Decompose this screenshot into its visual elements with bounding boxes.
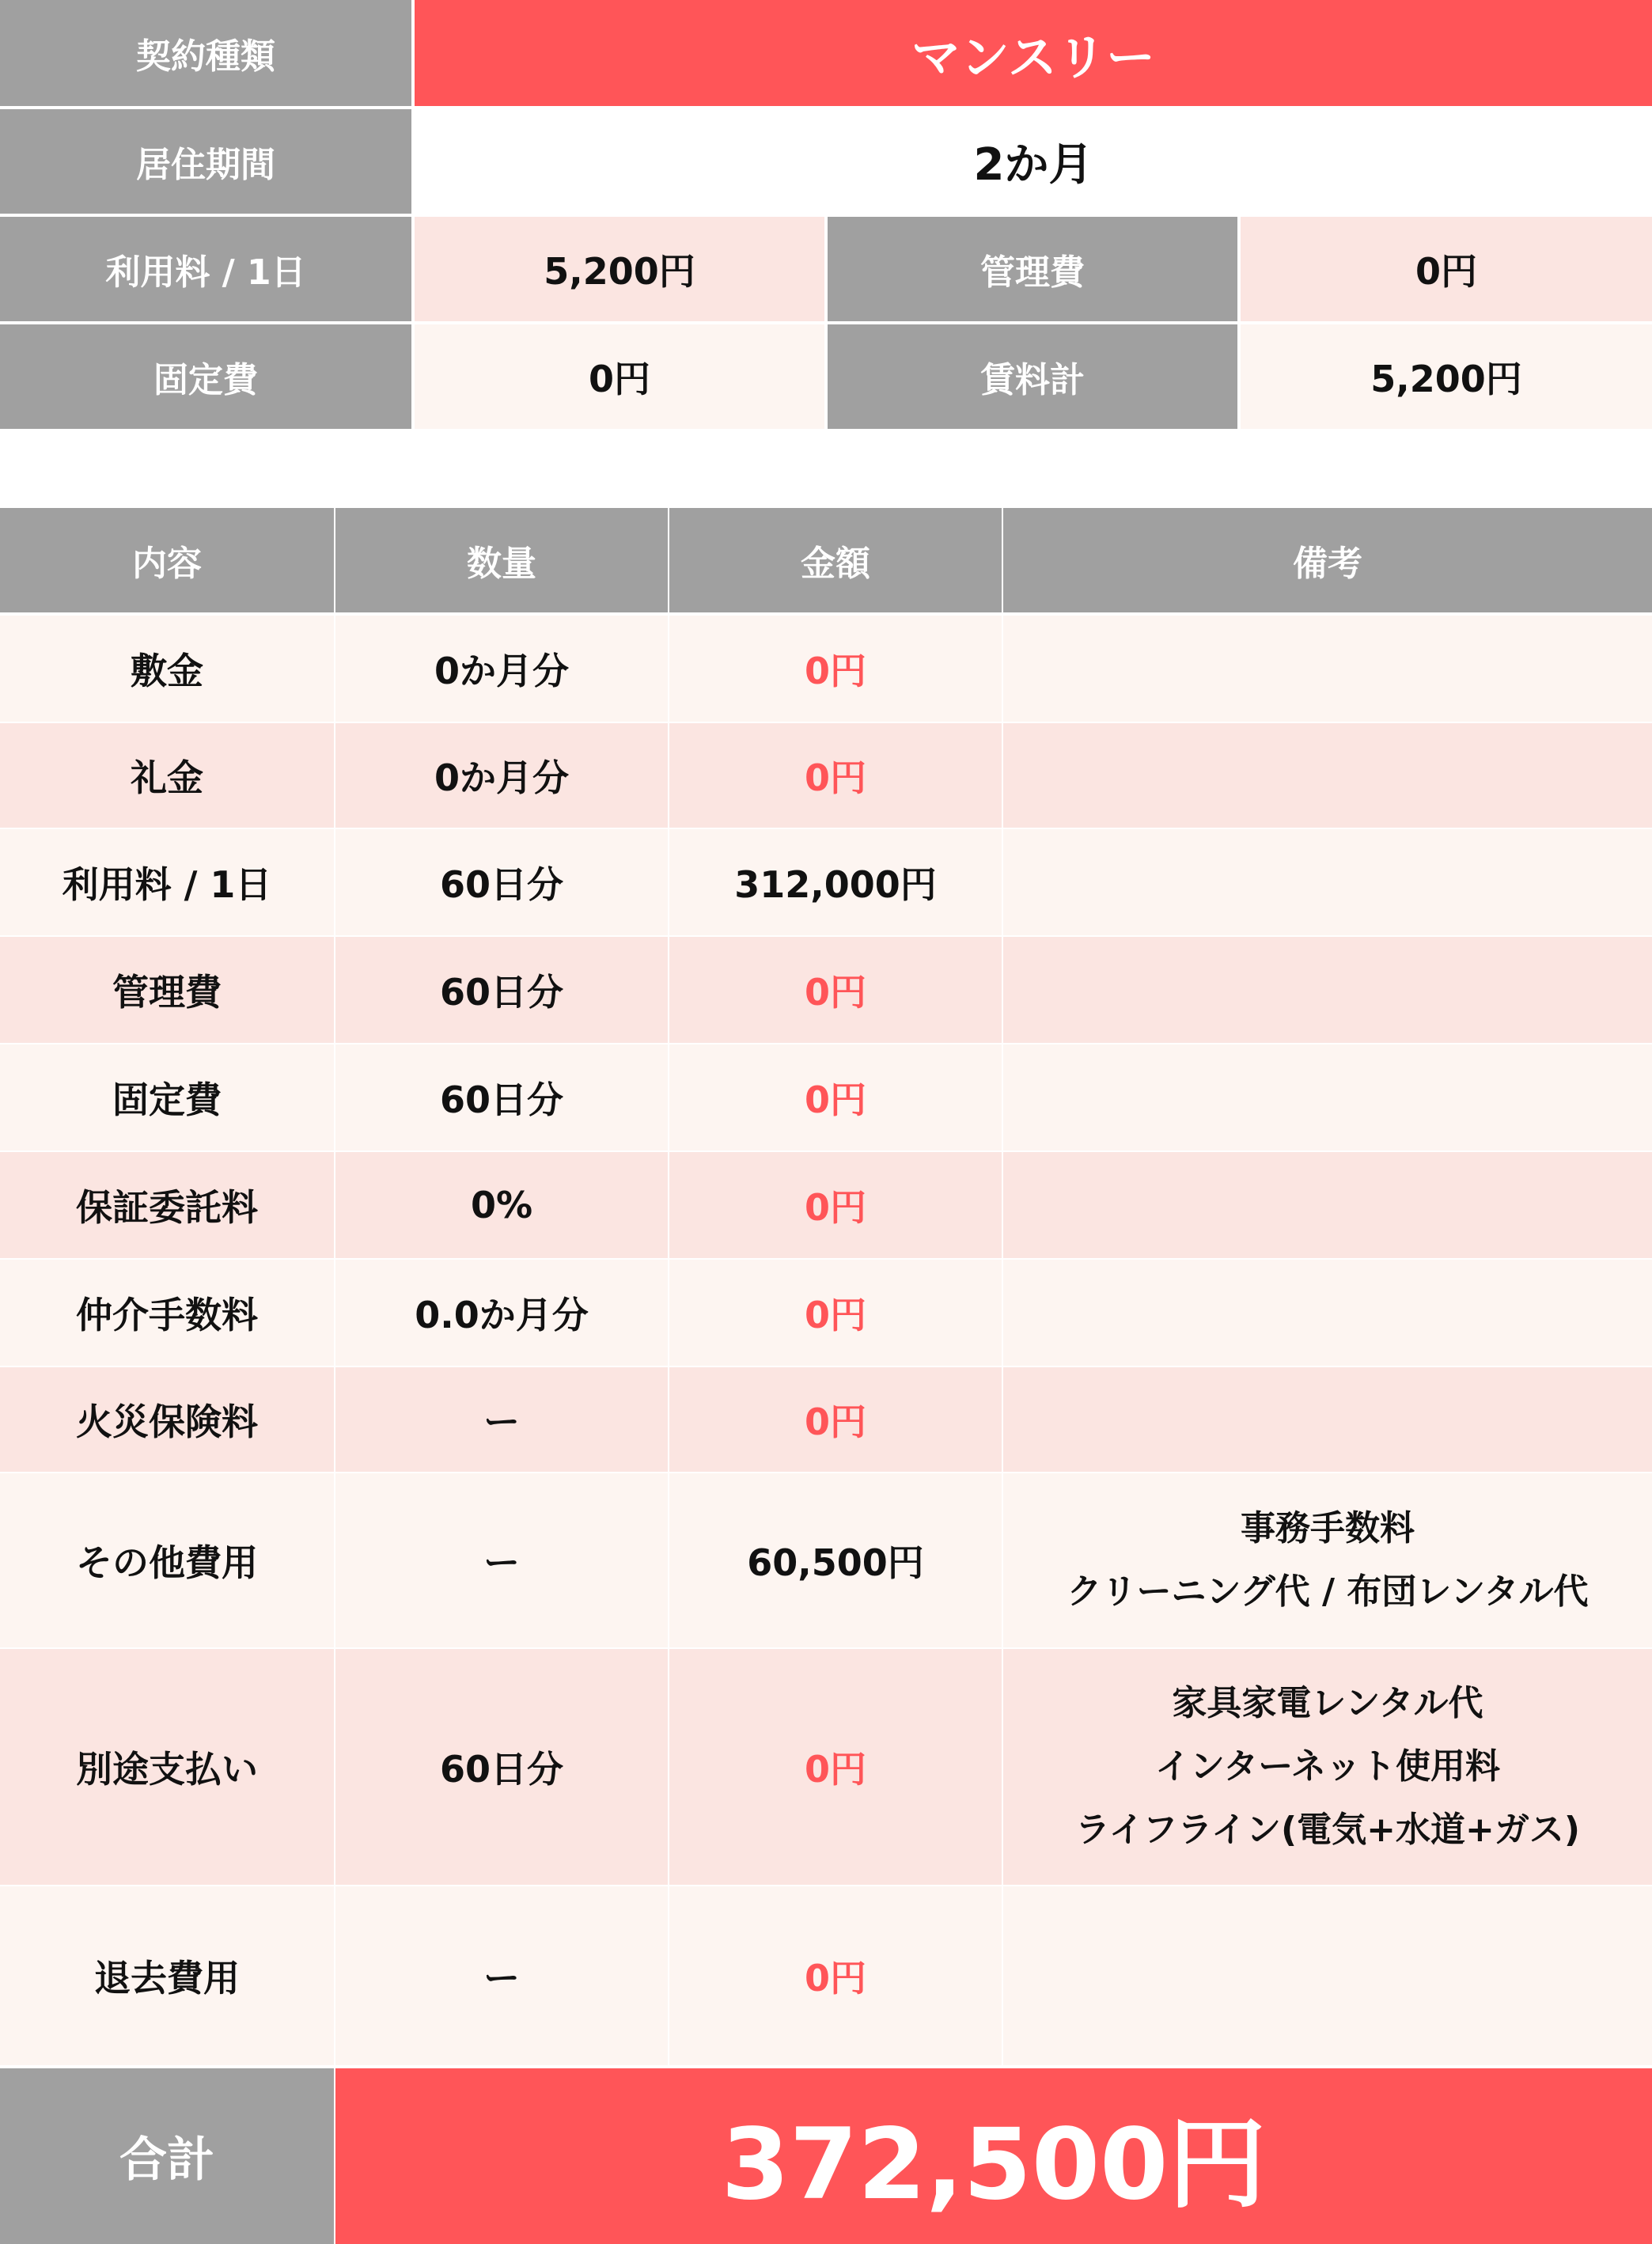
row-amount: 0円 bbox=[669, 1649, 1002, 1885]
row-item: 仲介手数料 bbox=[0, 1260, 334, 1366]
rent-total-label: 賃料計 bbox=[828, 324, 1237, 429]
row-notes bbox=[1003, 1044, 1652, 1150]
row-notes bbox=[1003, 1886, 1652, 2065]
column-header-quantity: 数量 bbox=[335, 508, 668, 612]
fixed-fee-value: 0円 bbox=[415, 324, 824, 429]
row-notes bbox=[1003, 937, 1652, 1043]
row-quantity: ー bbox=[335, 1886, 668, 2065]
row-item: 保証委託料 bbox=[0, 1152, 334, 1258]
note-line: 事務手数料 bbox=[1241, 1508, 1415, 1548]
row-notes bbox=[1003, 1260, 1652, 1366]
row-item: 敷金 bbox=[0, 616, 334, 722]
row-quantity: ー bbox=[335, 1473, 668, 1647]
management-fee-label: 管理費 bbox=[828, 217, 1237, 321]
fixed-fee-label: 固定費 bbox=[0, 324, 411, 429]
row-notes bbox=[1003, 1473, 1652, 1647]
row-amount: 0円 bbox=[669, 1367, 1002, 1472]
note-line: 家具家電レンタル代 bbox=[1172, 1683, 1483, 1723]
row-quantity: 0か月分 bbox=[335, 616, 668, 722]
row-amount: 0円 bbox=[669, 1152, 1002, 1258]
note-line: ライフライン(電気+水道+ガス) bbox=[1075, 1810, 1580, 1850]
column-header-amount: 金額 bbox=[669, 508, 1002, 612]
row-quantity: ー bbox=[335, 1367, 668, 1472]
stay-period-value: 2か月 bbox=[415, 109, 1652, 214]
row-item: 退去費用 bbox=[0, 1886, 334, 2065]
row-amount: 0円 bbox=[669, 1260, 1002, 1366]
note-line: インターネット使用料 bbox=[1154, 1746, 1501, 1787]
total-label: 合計 bbox=[0, 2068, 334, 2244]
contract-type-label: 契約種類 bbox=[0, 0, 411, 106]
row-quantity: 60日分 bbox=[335, 1649, 668, 1885]
row-item: 固定費 bbox=[0, 1044, 334, 1150]
row-notes bbox=[1003, 1367, 1652, 1472]
row-amount: 60,500円 bbox=[669, 1473, 1002, 1647]
row-notes bbox=[1003, 616, 1652, 722]
row-amount: 0円 bbox=[669, 723, 1002, 828]
column-header-notes: 備考 bbox=[1003, 508, 1652, 612]
row-amount: 0円 bbox=[669, 1886, 1002, 2065]
row-quantity: 0% bbox=[335, 1152, 668, 1258]
row-notes bbox=[1003, 1152, 1652, 1258]
daily-fee-value: 5,200円 bbox=[415, 217, 824, 321]
row-amount: 0円 bbox=[669, 616, 1002, 722]
stay-period-label: 居住期間 bbox=[0, 109, 411, 214]
row-notes bbox=[1003, 1649, 1652, 1885]
row-item: 管理費 bbox=[0, 937, 334, 1043]
row-quantity: 60日分 bbox=[335, 829, 668, 935]
row-item: 礼金 bbox=[0, 723, 334, 828]
row-quantity: 60日分 bbox=[335, 937, 668, 1043]
row-amount: 0円 bbox=[669, 1044, 1002, 1150]
row-quantity: 0.0か月分 bbox=[335, 1260, 668, 1366]
daily-fee-label: 利用料 / 1日 bbox=[0, 217, 411, 321]
row-item: 別途支払い bbox=[0, 1649, 334, 1885]
management-fee-value: 0円 bbox=[1241, 217, 1652, 321]
column-header-item: 内容 bbox=[0, 508, 334, 612]
contract-type-value: マンスリー bbox=[415, 0, 1652, 106]
row-amount: 0円 bbox=[669, 937, 1002, 1043]
row-quantity: 60日分 bbox=[335, 1044, 668, 1150]
row-quantity: 0か月分 bbox=[335, 723, 668, 828]
note-line: クリーニング代 / 布団レンタル代 bbox=[1067, 1571, 1589, 1612]
row-item: 火災保険料 bbox=[0, 1367, 334, 1472]
row-notes bbox=[1003, 829, 1652, 935]
row-amount: 312,000円 bbox=[669, 829, 1002, 935]
row-item: その他費用 bbox=[0, 1473, 334, 1647]
total-value: 372,500円 bbox=[335, 2068, 1652, 2244]
row-notes bbox=[1003, 723, 1652, 828]
rent-total-value: 5,200円 bbox=[1241, 324, 1652, 429]
row-item: 利用料 / 1日 bbox=[0, 829, 334, 935]
